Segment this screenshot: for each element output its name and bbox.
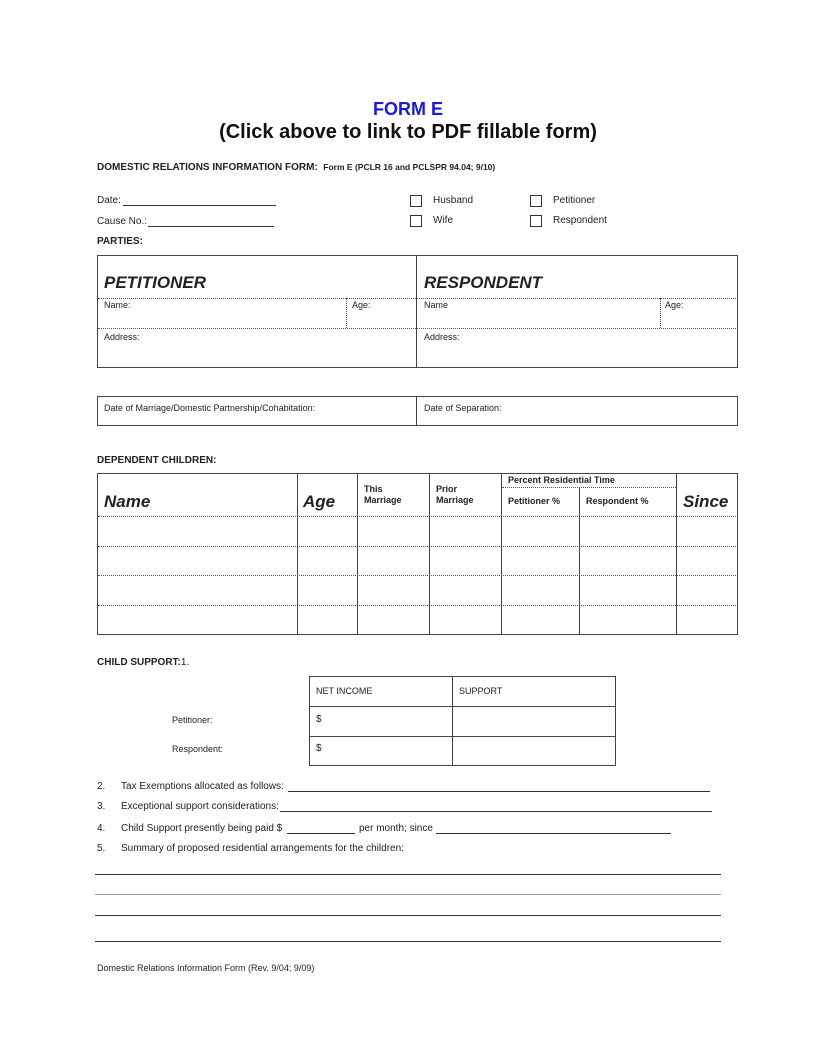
prior-marriage-header: Prior Marriage — [436, 484, 474, 505]
child-support-label — [97, 657, 189, 668]
exceptional-support-label: Exceptional support considerations: — [121, 801, 279, 812]
date-label: Date: — [97, 195, 121, 206]
net-income-header: NET INCOME — [316, 686, 373, 696]
form-e-link[interactable]: FORM E — [373, 99, 443, 119]
respondent-age-field[interactable]: Age: — [665, 300, 684, 310]
item-num: 4. — [97, 823, 106, 834]
percent-header: Percent Residential Time — [508, 475, 615, 485]
marriage-date-field[interactable]: Date of Marriage/Domestic Partnership/Cohabitation: — [104, 403, 316, 413]
petitioner-pct-header: Petitioner % — [508, 496, 561, 506]
form-name: DOMESTIC RELATIONS INFORMATION FORM: — [97, 162, 318, 173]
parties-table — [97, 255, 738, 368]
summary-line[interactable] — [95, 874, 721, 875]
petitioner-heading: PETITIONER — [104, 273, 207, 292]
support-petitioner-label: Petitioner: — [172, 715, 213, 725]
form-ref: Form E (PCLR 16 and PCLSPR 94.04; 9/10) — [323, 162, 496, 172]
wife-checkbox[interactable] — [410, 215, 422, 227]
support-header: SUPPORT — [459, 686, 503, 696]
husband-checkbox[interactable] — [410, 195, 422, 207]
summary-label: Summary of proposed residential arrangements for the children: — [121, 843, 404, 854]
summary-line[interactable] — [95, 894, 721, 895]
petitioner-address-field[interactable]: Address: — [104, 332, 140, 342]
petitioner-checkbox[interactable] — [530, 195, 542, 207]
since-field[interactable] — [436, 833, 671, 834]
separation-date-field[interactable]: Date of Separation: — [424, 403, 502, 413]
item-num: 3. — [97, 801, 106, 812]
children-label: DEPENDENT CHILDREN: — [97, 455, 217, 466]
respondent-address-field[interactable]: Address: — [424, 332, 460, 342]
parties-label: PARTIES: — [97, 236, 143, 247]
petitioner-age-field[interactable]: Age: — [352, 300, 371, 310]
name-header: Name — [104, 492, 151, 511]
child-support-paid-label: Child Support presently being paid $ — [121, 823, 283, 834]
tax-exemptions-label: Tax Exemptions allocated as follows: — [121, 781, 284, 792]
footer: Domestic Relations Information Form (Rev. 9/04; 9/09) — [97, 963, 315, 973]
child-support-amount-field[interactable] — [287, 833, 355, 834]
cause-no-field[interactable] — [148, 226, 274, 227]
summary-line[interactable] — [95, 915, 721, 916]
respondent-checkbox[interactable] — [530, 215, 542, 227]
petitioner-name-field[interactable]: Name: — [104, 300, 131, 310]
form-heading — [97, 162, 495, 173]
petitioner-label: Petitioner — [553, 195, 596, 206]
wife-label: Wife — [433, 215, 453, 226]
date-field[interactable] — [123, 205, 276, 206]
since-header: Since — [683, 492, 729, 511]
item-num: 5. — [97, 843, 106, 854]
item-num: 2. — [97, 781, 106, 792]
respondent-heading: RESPONDENT — [424, 273, 543, 292]
subtitle: (Click above to link to PDF fillable form) — [219, 121, 597, 143]
cause-label: Cause No.: — [97, 216, 148, 227]
respondent-pct-header: Respondent % — [586, 496, 649, 506]
petitioner-income-field[interactable]: $ — [316, 714, 322, 725]
support-label: CHILD SUPPORT: — [97, 657, 181, 668]
this-marriage-header: This Marriage — [364, 484, 402, 505]
per-month-label: per month; since — [359, 823, 433, 834]
support-respondent-label: Respondent: — [172, 744, 224, 754]
husband-label: Husband — [433, 195, 474, 206]
tax-exemptions-field[interactable] — [288, 791, 710, 792]
exceptional-support-field[interactable] — [280, 811, 712, 812]
summary-line[interactable] — [95, 941, 721, 942]
age-header: Age — [303, 492, 336, 511]
respondent-label: Respondent — [553, 215, 607, 226]
respondent-income-field[interactable]: $ — [316, 743, 322, 754]
support-num: 1. — [180, 657, 190, 668]
respondent-name-field[interactable]: Name — [424, 300, 449, 310]
